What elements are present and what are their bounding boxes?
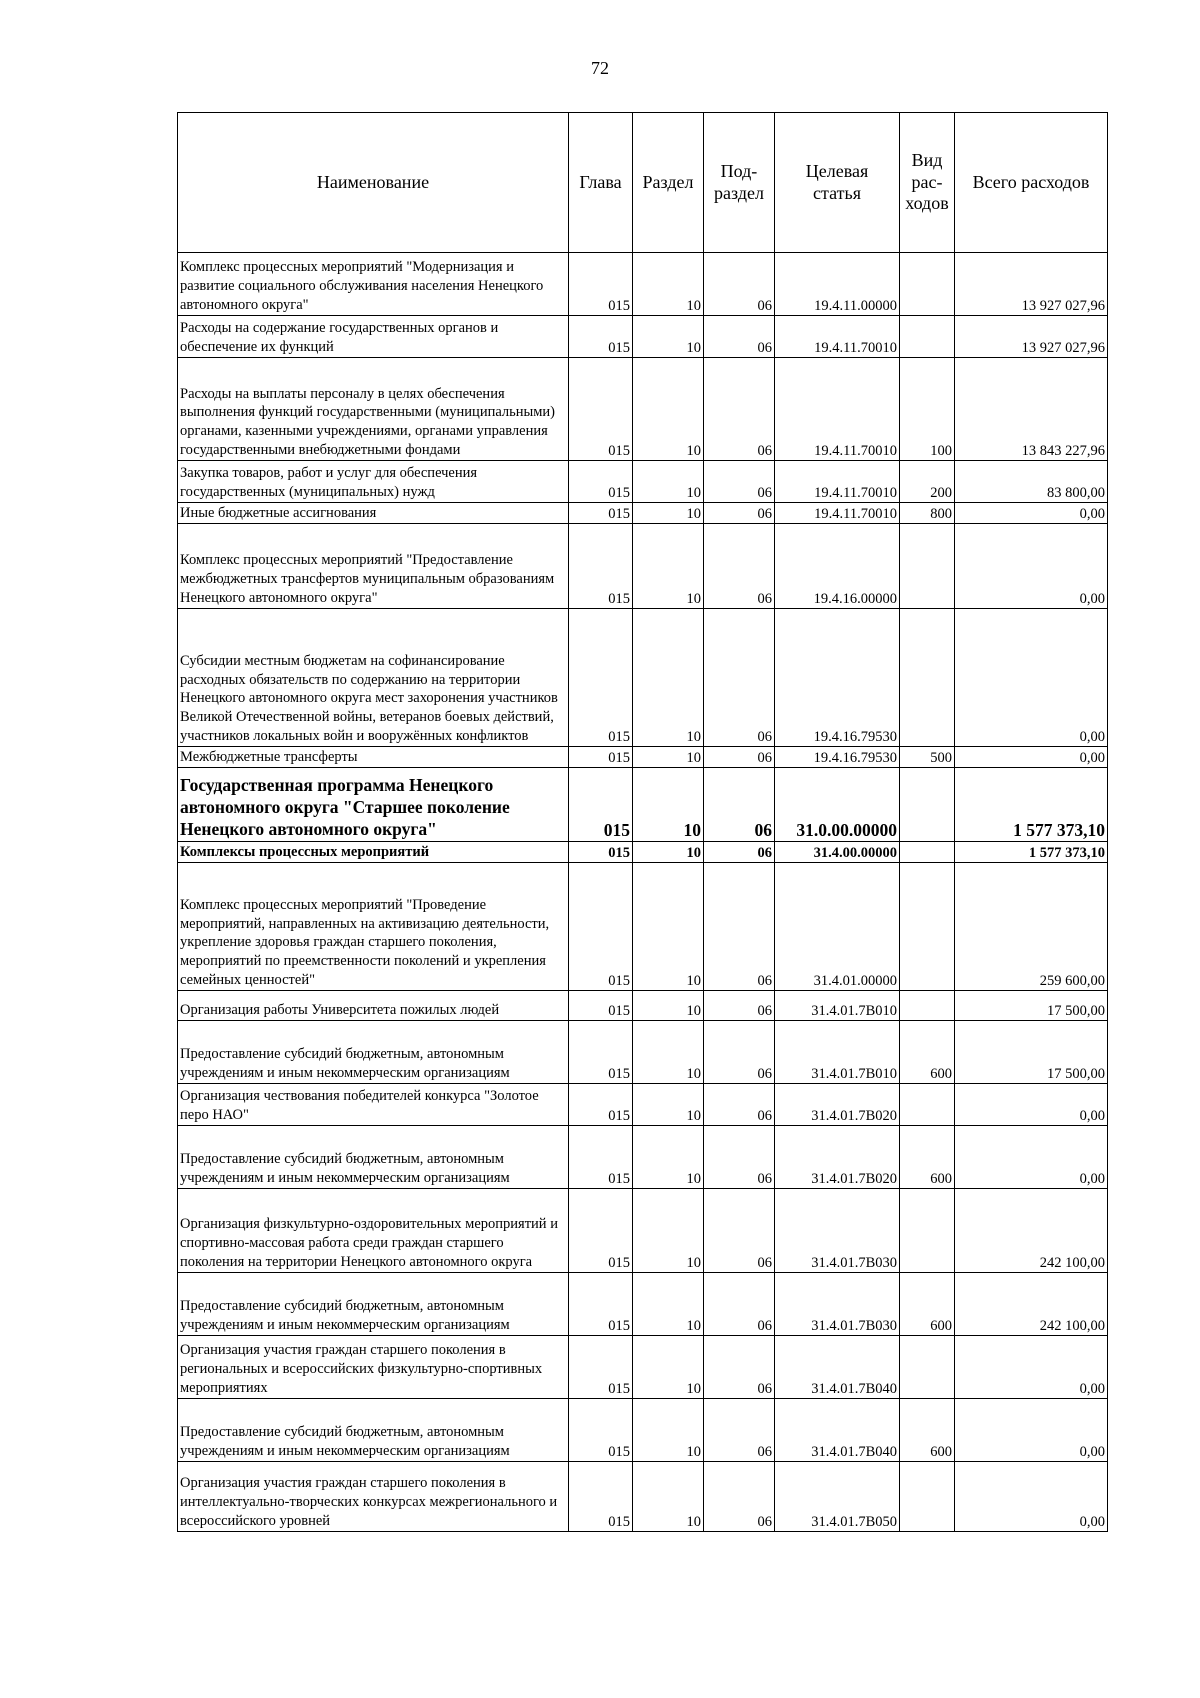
cell-name: Иные бюджетные ассигнования: [178, 503, 569, 524]
cell-subsection: 06: [704, 1273, 775, 1336]
table-row: [178, 503, 1108, 524]
cell-target: 31.4.01.7В040: [775, 1336, 900, 1399]
cell-kind: 600: [900, 1126, 955, 1189]
cell-chapter: 015: [569, 461, 633, 503]
cell-name: Предоставление субсидий бюджетным, автономным учреждениям и иным некоммерческим организациям: [178, 1021, 569, 1084]
cell-subsection: 06: [704, 253, 775, 316]
cell-kind: 600: [900, 1273, 955, 1336]
cell-total: 242 100,00: [955, 1273, 1108, 1336]
cell-section: 10: [633, 461, 704, 503]
cell-section: 10: [633, 1336, 704, 1399]
cell-kind: 600: [900, 1021, 955, 1084]
cell-chapter: 015: [569, 253, 633, 316]
cell-name: Комплекс процессных мероприятий "Модернизация и развитие социального обслуживания населения Ненецкого автономного округа": [178, 253, 569, 316]
table-row: [178, 1336, 1108, 1399]
cell-chapter: 015: [569, 1336, 633, 1399]
cell-name: Субсидии местным бюджетам на софинансирование расходных обязательств по содержанию на территории Ненецкого автономного округа мест захоронения участников Великой Отечественной войны, ветеранов боевых действий, участников локальных войн и вооружённых конфликтов: [178, 609, 569, 747]
cell-section: 10: [633, 1084, 704, 1126]
cell-subsection: 06: [704, 1084, 775, 1126]
cell-chapter: 015: [569, 503, 633, 524]
header-target: Целевая статья: [775, 113, 900, 253]
table-row: [178, 461, 1108, 503]
page-number: 72: [591, 58, 609, 78]
cell-target: 19.4.11.70010: [775, 461, 900, 503]
cell-total: 0,00: [955, 524, 1108, 609]
cell-section: 10: [633, 768, 704, 842]
cell-name: Организация участия граждан старшего поколения в региональных и всероссийских физкультурно-спортивных мероприятиях: [178, 1336, 569, 1399]
cell-subsection: 06: [704, 1189, 775, 1273]
cell-chapter: 015: [569, 1399, 633, 1462]
cell-chapter: 015: [569, 1084, 633, 1126]
budget-table: [177, 112, 1108, 1532]
cell-section: 10: [633, 991, 704, 1021]
cell-subsection: 06: [704, 747, 775, 768]
table-row: [178, 1189, 1108, 1273]
cell-name: Предоставление субсидий бюджетным, автономным учреждениям и иным некоммерческим организациям: [178, 1399, 569, 1462]
cell-name: Комплекс процессных мероприятий "Предоставление межбюджетных трансфертов муниципальным образованиям Ненецкого автономного округа": [178, 524, 569, 609]
cell-name: Организация участия граждан старшего поколения в интеллектуально-творческих конкурсах межрегионального и всероссийского уровней: [178, 1462, 569, 1532]
cell-chapter: 015: [569, 991, 633, 1021]
cell-kind: 100: [900, 358, 955, 461]
cell-subsection: 06: [704, 1462, 775, 1532]
cell-section: 10: [633, 863, 704, 991]
cell-chapter: 015: [569, 842, 633, 863]
header-total: Всего расходов: [955, 113, 1108, 253]
cell-total: 0,00: [955, 609, 1108, 747]
cell-chapter: 015: [569, 609, 633, 747]
cell-section: 10: [633, 503, 704, 524]
cell-target: 31.4.01.7В050: [775, 1462, 900, 1532]
table-row: [178, 1399, 1108, 1462]
cell-target: 19.4.11.70010: [775, 503, 900, 524]
cell-subsection: 06: [704, 1126, 775, 1189]
cell-chapter: 015: [569, 524, 633, 609]
cell-target: 31.4.01.7В010: [775, 991, 900, 1021]
cell-section: 10: [633, 1126, 704, 1189]
table-row: [178, 1126, 1108, 1189]
cell-total: 259 600,00: [955, 863, 1108, 991]
cell-target: 31.4.01.7В040: [775, 1399, 900, 1462]
cell-kind: [900, 524, 955, 609]
header-kind: Вид рас- ходов: [900, 113, 955, 253]
table-row: [178, 991, 1108, 1021]
cell-section: 10: [633, 1462, 704, 1532]
table-row: [178, 747, 1108, 768]
cell-section: 10: [633, 842, 704, 863]
cell-section: 10: [633, 316, 704, 358]
table-row: [178, 1021, 1108, 1084]
cell-total: 17 500,00: [955, 991, 1108, 1021]
cell-name: Межбюджетные трансферты: [178, 747, 569, 768]
cell-name: Расходы на выплаты персоналу в целях обеспечения выполнения функций государственными (муниципальными) органами, казенными учреждениями, органами управления государственными внебюджетными фондами: [178, 358, 569, 461]
cell-kind: [900, 991, 955, 1021]
cell-name: Организация чествования победителей конкурса "Золотое перо НАО": [178, 1084, 569, 1126]
table-row: [178, 768, 1108, 842]
table-row: [178, 1462, 1108, 1532]
table-row: [178, 863, 1108, 991]
header-chapter: Глава: [569, 113, 633, 253]
cell-target: 19.4.16.00000: [775, 524, 900, 609]
cell-subsection: 06: [704, 609, 775, 747]
cell-section: 10: [633, 358, 704, 461]
cell-kind: [900, 842, 955, 863]
cell-subsection: 06: [704, 1021, 775, 1084]
cell-section: 10: [633, 1273, 704, 1336]
cell-chapter: 015: [569, 316, 633, 358]
table-header-row: [178, 113, 1108, 253]
cell-kind: 200: [900, 461, 955, 503]
cell-kind: [900, 316, 955, 358]
cell-section: 10: [633, 1021, 704, 1084]
cell-name: Предоставление субсидий бюджетным, автономным учреждениям и иным некоммерческим организациям: [178, 1126, 569, 1189]
cell-chapter: 015: [569, 1273, 633, 1336]
cell-total: 13 927 027,96: [955, 253, 1108, 316]
cell-total: 0,00: [955, 747, 1108, 768]
table-row: [178, 253, 1108, 316]
cell-total: 1 577 373,10: [955, 842, 1108, 863]
cell-total: 242 100,00: [955, 1189, 1108, 1273]
cell-chapter: 015: [569, 863, 633, 991]
cell-target: 19.4.11.70010: [775, 316, 900, 358]
cell-target: 31.4.01.00000: [775, 863, 900, 991]
cell-target: 31.4.01.7В010: [775, 1021, 900, 1084]
cell-chapter: 015: [569, 1189, 633, 1273]
cell-total: 0,00: [955, 1399, 1108, 1462]
cell-total: 17 500,00: [955, 1021, 1108, 1084]
cell-chapter: 015: [569, 358, 633, 461]
cell-name: Комплекс процессных мероприятий "Проведение мероприятий, направленных на активизацию деятельности, укрепление здоровья граждан старшего поколения, мероприятий по преемственности поколений и укрепления семейных ценностей": [178, 863, 569, 991]
cell-subsection: 06: [704, 503, 775, 524]
cell-section: 10: [633, 253, 704, 316]
table-row: [178, 1084, 1108, 1126]
cell-name: Государственная программа Ненецкого автономного округа "Старшее поколение Ненецкого автономного округа": [178, 768, 569, 842]
cell-name: Расходы на содержание государственных органов и обеспечение их функций: [178, 316, 569, 358]
cell-chapter: 015: [569, 1021, 633, 1084]
cell-target: 31.4.01.7В030: [775, 1273, 900, 1336]
cell-kind: [900, 1336, 955, 1399]
table-row: [178, 358, 1108, 461]
cell-name: Предоставление субсидий бюджетным, автономным учреждениям и иным некоммерческим организациям: [178, 1273, 569, 1336]
cell-subsection: 06: [704, 461, 775, 503]
cell-target: 31.4.01.7В020: [775, 1126, 900, 1189]
cell-total: 0,00: [955, 1126, 1108, 1189]
cell-target: 19.4.11.70010: [775, 358, 900, 461]
cell-chapter: 015: [569, 1126, 633, 1189]
table-row: [178, 1273, 1108, 1336]
cell-kind: 600: [900, 1399, 955, 1462]
cell-chapter: 015: [569, 1462, 633, 1532]
cell-name: Организация физкультурно-оздоровительных мероприятий и спортивно-массовая работа среди граждан старшего поколения на территории Ненецкого автономного округа: [178, 1189, 569, 1273]
cell-target: 19.4.16.79530: [775, 747, 900, 768]
cell-section: 10: [633, 1189, 704, 1273]
cell-chapter: 015: [569, 747, 633, 768]
cell-kind: 800: [900, 503, 955, 524]
cell-subsection: 06: [704, 842, 775, 863]
cell-subsection: 06: [704, 1399, 775, 1462]
cell-section: 10: [633, 524, 704, 609]
cell-total: 13 843 227,96: [955, 358, 1108, 461]
cell-subsection: 06: [704, 358, 775, 461]
cell-name: Закупка товаров, работ и услуг для обеспечения государственных (муниципальных) нужд: [178, 461, 569, 503]
cell-kind: 500: [900, 747, 955, 768]
cell-total: 0,00: [955, 503, 1108, 524]
cell-kind: [900, 1189, 955, 1273]
cell-target: 31.0.00.00000: [775, 768, 900, 842]
header-subsection: Под- раздел: [704, 113, 775, 253]
cell-total: 1 577 373,10: [955, 768, 1108, 842]
cell-section: 10: [633, 1399, 704, 1462]
header-section: Раздел: [633, 113, 704, 253]
cell-kind: [900, 1462, 955, 1532]
cell-total: 83 800,00: [955, 461, 1108, 503]
cell-subsection: 06: [704, 316, 775, 358]
cell-subsection: 06: [704, 768, 775, 842]
cell-subsection: 06: [704, 863, 775, 991]
cell-target: 31.4.01.7В020: [775, 1084, 900, 1126]
cell-total: 0,00: [955, 1462, 1108, 1532]
cell-total: 13 927 027,96: [955, 316, 1108, 358]
cell-kind: [900, 768, 955, 842]
cell-section: 10: [633, 609, 704, 747]
cell-section: 10: [633, 747, 704, 768]
cell-target: 31.4.00.00000: [775, 842, 900, 863]
cell-kind: [900, 253, 955, 316]
cell-subsection: 06: [704, 524, 775, 609]
table-row: [178, 316, 1108, 358]
table-row: [178, 842, 1108, 863]
cell-total: 0,00: [955, 1084, 1108, 1126]
cell-target: 19.4.11.00000: [775, 253, 900, 316]
table-row: [178, 524, 1108, 609]
cell-total: 0,00: [955, 1336, 1108, 1399]
cell-subsection: 06: [704, 1336, 775, 1399]
table-row: [178, 609, 1108, 747]
cell-name: Комплексы процессных мероприятий: [178, 842, 569, 863]
cell-kind: [900, 609, 955, 747]
cell-chapter: 015: [569, 768, 633, 842]
cell-name: Организация работы Университета пожилых людей: [178, 991, 569, 1021]
cell-target: 31.4.01.7В030: [775, 1189, 900, 1273]
cell-subsection: 06: [704, 991, 775, 1021]
cell-kind: [900, 863, 955, 991]
cell-target: 19.4.16.79530: [775, 609, 900, 747]
cell-kind: [900, 1084, 955, 1126]
header-name: Наименование: [178, 113, 569, 253]
